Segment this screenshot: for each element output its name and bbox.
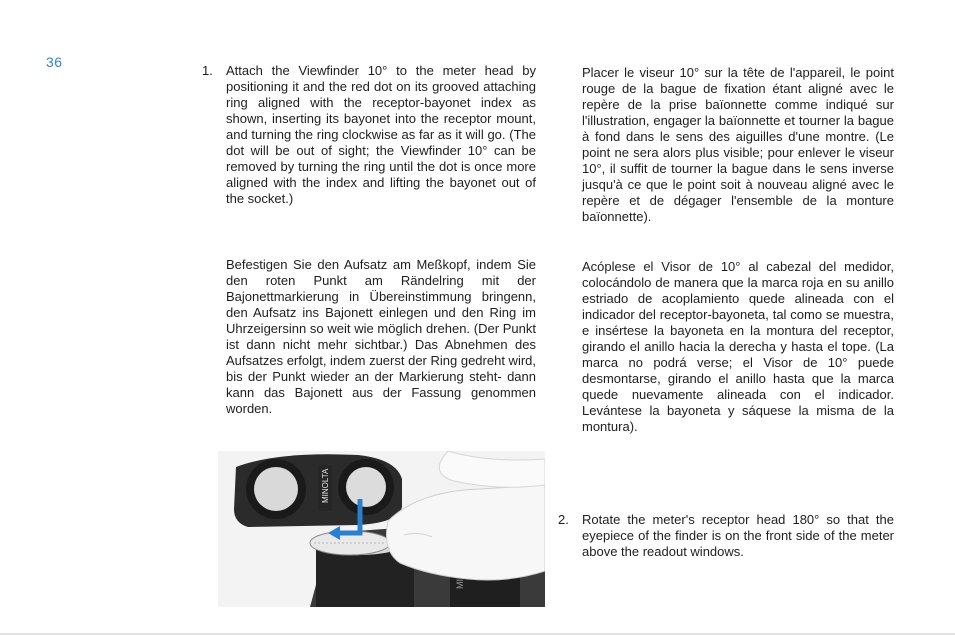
english-step-2-text: Rotate the meter's receptor head 180° so that the eyepiece of the finder is on the front side of the meter above the readout windows.	[582, 512, 894, 559]
spanish-text: Acóplese el Visor de 10° al cabezal del medidor, colocándolo de manera que la marca roja en su anillo estriado de acoplamiento quede alineada con el indicador del receptor-bayoneta, tal como se muestra, e insértese la bayoneta en la montura del receptor, girando el anillo hacia la derecha y hasta el tope. (La marca no podrá verse; el Visor de 10° puede desmontarse, girando el anillo hasta que la marca quede nuevamente alineada con el indicador. Levántese la bayoneta y sáquese la misma de la montura).	[582, 259, 894, 434]
viewfinder-illustration	[218, 451, 545, 607]
german-paragraph	[226, 257, 536, 417]
eyepiece-left-lens	[254, 467, 298, 511]
eyepiece-right-lens	[346, 467, 386, 507]
german-text: Befestigen Sie den Aufsatz am Meßkopf, indem Sie den roten Punkt am Rändelring mit der Bajonettmarkierung in Übereinstimmung bringenn, den Aufsatz ins Bajonett einlegen und den Ring im Uhrzeigersinn so weit wie möglich drehen. (Der Punkt ist dann nicht mehr sichtbar.) Das Abnehmen des Aufsatzes erfolgt, indem zuerst der Ring gedreht wird, bis der Punkt wieder an der Markierung steht- dann kann das Bajonett aus der Fassung genommen worden.	[226, 257, 536, 416]
english-step-1	[202, 63, 536, 207]
step-1-number: 1.	[202, 63, 213, 78]
viewfinder-attachment-photo	[218, 451, 545, 607]
step-2-number: 2.	[558, 512, 569, 527]
english-step-2	[558, 512, 894, 560]
french-text: Placer le viseur 10° sur la tête de l'appareil, le point rouge de la bague de fixation étant aligné avec le repère de la prise baïonnette comme indiqué sur l'illustration, engager la baïonnette et tourner la bague à fond dans le sens des aiguilles d'une montre. (Le point ne sera alors plus visible; pour enlever le viseur 10°, il suffit de tourner la bague dans le sens inverse jusqu'à ce que le point soit à nouveau aligné avec le repère et de dégager l'ensemble de la monture baïonnette).	[582, 65, 894, 224]
french-paragraph	[582, 65, 894, 225]
viewfinder-brand: MINOLTA	[321, 468, 330, 503]
spanish-paragraph	[582, 259, 894, 435]
page-number: 36	[46, 54, 63, 70]
english-step-1-text: Attach the Viewfinder 10° to the meter head by positioning it and the red dot on its grooved attaching ring aligned with the receptor-bayonet index as shown, inserting its bayonet into the receptor mount, and turning the ring clockwise as far as it will go. (The dot will be out of sight; the Viewfinder 10° can be removed by turning the ring until the dot is once more aligned with the index and lifting the bayonet out of the socket.)	[226, 63, 536, 206]
